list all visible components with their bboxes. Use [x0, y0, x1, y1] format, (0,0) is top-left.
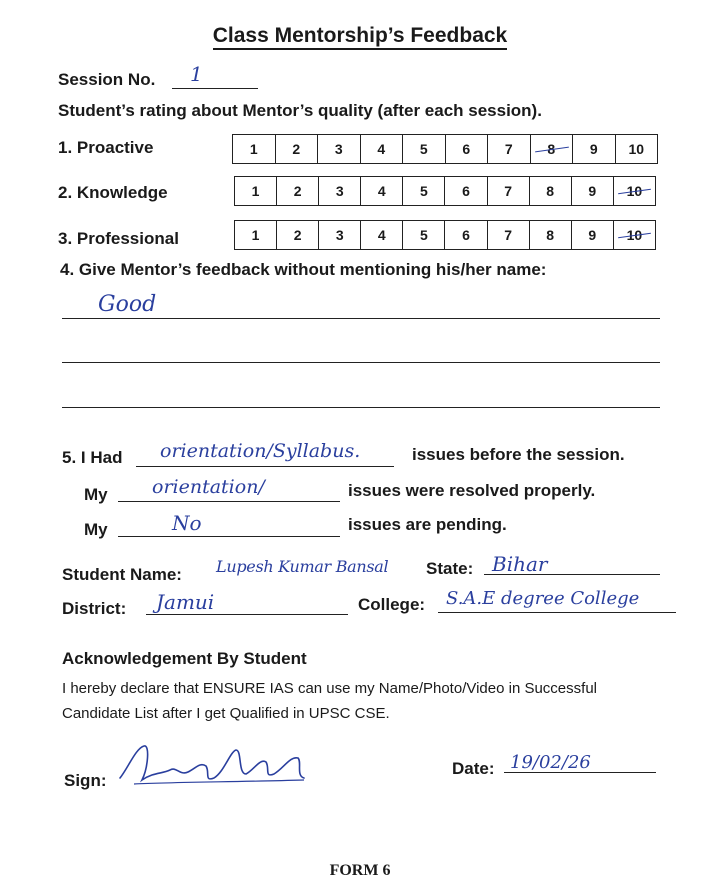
feedback-value[interactable]: Good	[98, 292, 157, 317]
rating-scale-proactive[interactable]	[232, 134, 658, 164]
rating-label-professional: 3. Professional	[58, 229, 179, 248]
rating-cell-2[interactable]: 2	[276, 135, 319, 163]
rating-cell-2[interactable]: 2	[277, 221, 319, 249]
rating-cell-3[interactable]: 3	[319, 177, 361, 205]
date-value[interactable]: 19/02/26	[510, 752, 591, 773]
rating-cell-1[interactable]: 1	[235, 221, 277, 249]
rating-cell-7[interactable]: 7	[488, 135, 531, 163]
rating-cell-2[interactable]: 2	[277, 177, 319, 205]
rating-cell-5[interactable]: 5	[403, 221, 445, 249]
feedback-label: 4. Give Mentor’s feedback without mentioning his/her name:	[60, 260, 547, 279]
rating-scale-professional[interactable]	[234, 220, 656, 250]
student-name-label: Student Name:	[62, 565, 182, 584]
rating-cell-5[interactable]: 5	[403, 177, 445, 205]
rating-cell-4[interactable]: 4	[361, 135, 404, 163]
rating-cell-9[interactable]: 9	[572, 177, 614, 205]
acknowledgement-line-2: Candidate List after I get Qualified in UPSC CSE.	[62, 705, 390, 722]
issues-had-line	[136, 466, 394, 467]
rating-cell-8[interactable]: 8	[531, 135, 574, 163]
rating-cell-4[interactable]: 4	[361, 177, 403, 205]
issues-pending-label: My	[84, 520, 108, 539]
rating-cell-9[interactable]: 9	[573, 135, 616, 163]
issues-pending-line	[118, 536, 340, 537]
feedback-line-2	[62, 362, 660, 363]
issues-pending-value[interactable]: No	[172, 511, 202, 535]
district-value[interactable]: Jamui	[156, 590, 215, 614]
rating-cell-10[interactable]: 10	[614, 221, 655, 249]
district-line	[146, 614, 348, 615]
acknowledgement-heading: Acknowledgement By Student	[62, 649, 307, 668]
rating-heading: Student’s rating about Mentor’s quality (after each session).	[58, 101, 542, 120]
rating-label-knowledge: 2. Knowledge	[58, 183, 168, 202]
rating-cell-10[interactable]: 10	[614, 177, 655, 205]
issues-resolved-suffix: issues were resolved properly.	[348, 481, 596, 500]
issues-pending-suffix: issues are pending.	[348, 515, 507, 534]
rating-cell-6[interactable]: 6	[445, 221, 487, 249]
rating-cell-4[interactable]: 4	[361, 221, 403, 249]
district-label: District:	[62, 599, 127, 618]
issues-resolved-value[interactable]: orientation/	[152, 476, 265, 498]
rating-label-proactive: 1. Proactive	[58, 138, 154, 157]
sign-label: Sign:	[64, 771, 107, 790]
rating-cell-7[interactable]: 7	[488, 221, 530, 249]
rating-cell-7[interactable]: 7	[488, 177, 530, 205]
feedback-line-1	[62, 318, 660, 319]
college-value[interactable]: S.A.E degree College	[446, 588, 640, 609]
acknowledgement-line-1: I hereby declare that ENSURE IAS can use my Name/Photo/Video in Successful	[62, 680, 597, 697]
issues-had-value[interactable]: orientation/Syllabus.	[160, 440, 361, 462]
issues-resolved-line	[118, 501, 340, 502]
rating-cell-9[interactable]: 9	[572, 221, 614, 249]
form-title: Class Mentorship’s Feedback	[0, 24, 720, 48]
rating-cell-10[interactable]: 10	[628, 141, 645, 157]
state-label: State:	[426, 559, 474, 578]
session-value[interactable]: 1	[190, 62, 203, 86]
session-label: Session No.	[58, 70, 156, 89]
rating-cell-1[interactable]: 1	[235, 177, 277, 205]
student-name-value[interactable]: Lupesh Kumar Bansal	[216, 557, 389, 576]
rating-cell-3[interactable]: 3	[318, 135, 361, 163]
rating-cell-3[interactable]: 3	[319, 221, 361, 249]
issues-had-suffix: issues before the session.	[412, 445, 625, 464]
rating-cell-6[interactable]: 6	[445, 177, 487, 205]
college-label: College:	[358, 595, 426, 614]
rating-cell-8[interactable]: 8	[530, 221, 572, 249]
date-label: Date:	[452, 759, 495, 778]
state-value[interactable]: Bihar	[492, 552, 548, 576]
rating-cell-8[interactable]: 8	[530, 177, 572, 205]
session-line	[172, 88, 258, 89]
college-line	[438, 612, 676, 613]
rating-cell-6[interactable]: 6	[446, 135, 489, 163]
form-number: FORM 6	[329, 862, 391, 879]
rating-cell-5[interactable]: 5	[403, 135, 446, 163]
signature-image	[114, 738, 314, 794]
rating-scale-knowledge[interactable]	[234, 176, 656, 206]
rating-cell-1[interactable]: 1	[233, 135, 276, 163]
feedback-line-3	[62, 407, 660, 408]
issues-resolved-label: My	[84, 485, 108, 504]
issues-had-label: 5. I Had	[62, 448, 123, 467]
